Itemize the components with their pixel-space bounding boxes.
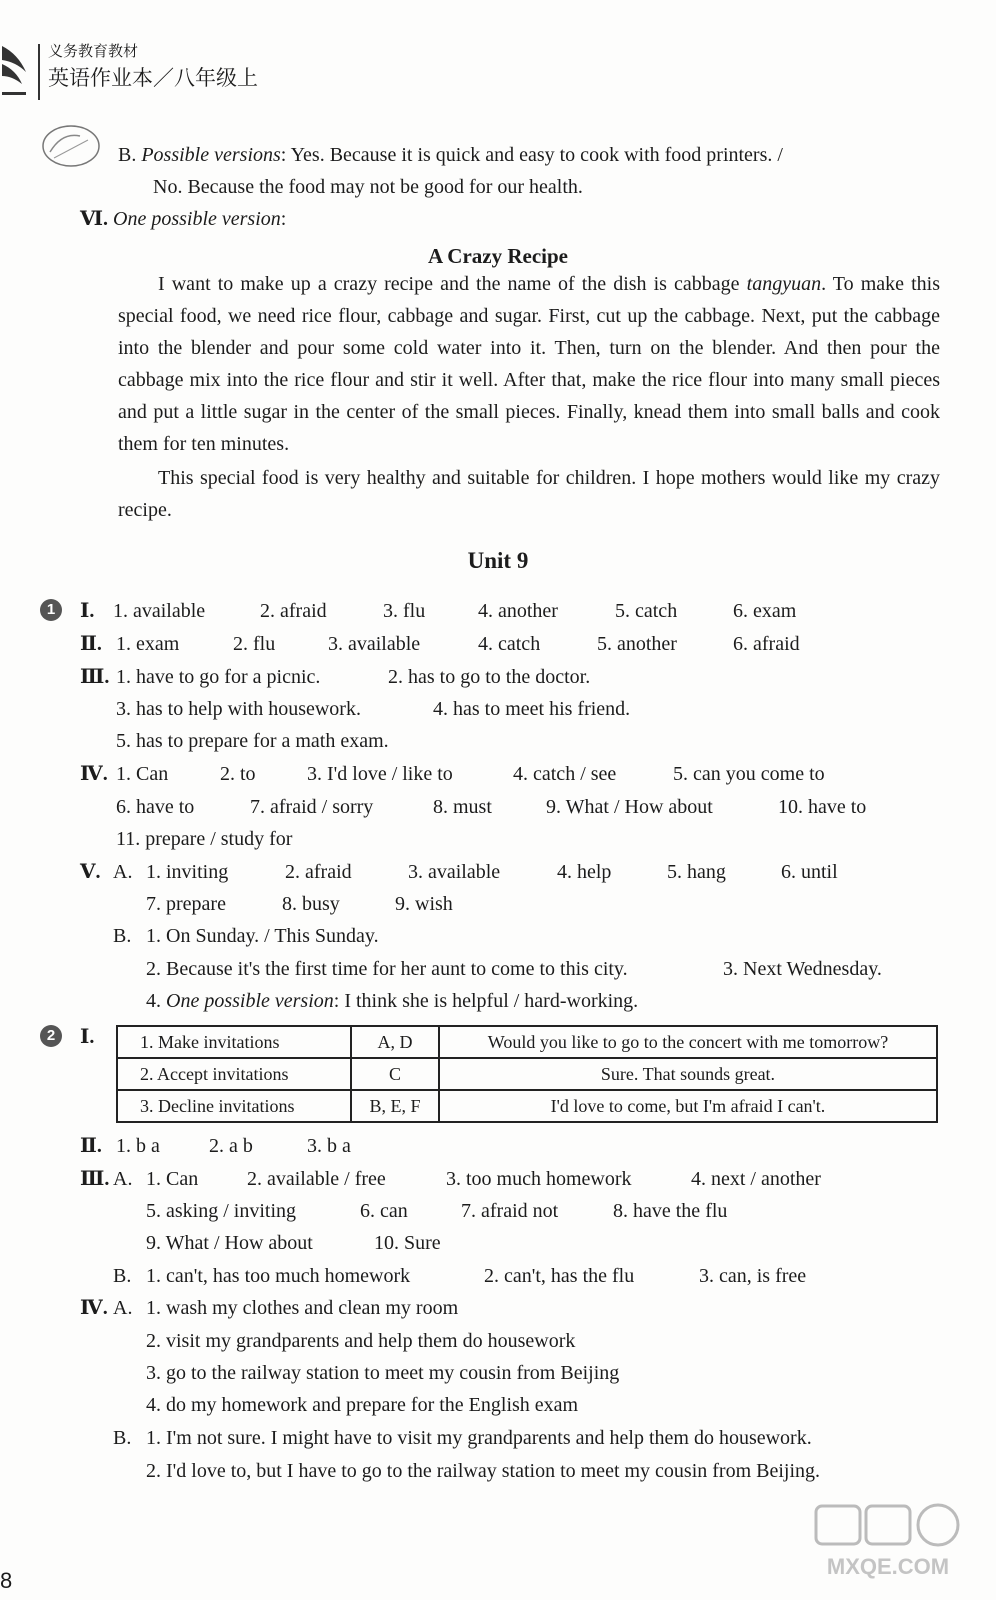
l1-III-item: 4. has to meet his friend. [433,698,631,720]
l1-V-A-item: 3. available [408,861,501,883]
l2-III-A-item: 7. afraid not [461,1200,559,1222]
prev-b-letter: B. [118,144,137,166]
l1-IV-item: 8. must [433,796,492,818]
unit-title: Unit 9 [467,548,529,573]
table-row [117,1058,937,1090]
l1-II-item: 1. exam [116,633,180,655]
section-vi-heading [80,207,286,231]
l2-III-A-item: 6. can [360,1200,408,1222]
l1-V-B-item: 3. Next Wednesday. [723,958,882,980]
prev-b-text1: : Yes. Because it is quick and easy to cook with food printers. / [280,144,783,166]
l1-I-number: Ⅰ. [80,600,95,622]
l1-IV-item: 9. What / How about [546,796,713,818]
l1-IV-item: 6. have to [116,796,195,818]
l2-IV-B-item: 1. I'm not sure. I might have to visit my grandparents and help them do housework. [146,1427,812,1449]
header-divider [38,44,40,100]
l1-V-A-item: 7. prepare [146,893,226,915]
l2-III-A-item: 3. too much homework [446,1168,632,1190]
page-number: 8 [0,1568,13,1593]
l2-IV-A-item: 3. go to the railway station to meet my cousin from Beijing [146,1362,620,1384]
l1-II-item: 4. catch [478,633,541,655]
l1-III-item: 1. have to go for a picnic. [116,666,321,688]
l1-I-item: 1. available [113,600,206,622]
prev-b-line2: No. Because the food may not be good for our health. [153,176,583,198]
table-cell: Sure. That sounds great. [439,1058,937,1090]
l1-V-A-letter: A. [113,861,133,883]
l2-II-item: 2. a b [209,1135,253,1157]
l1-I-item: 6. exam [733,600,797,622]
l1-II-item: 3. available [328,633,421,655]
l2-III-A-item: 4. next / another [691,1168,821,1190]
series-label: 义务教育教材 [48,42,139,60]
l1-IV-item: 5. can you come to [673,763,825,785]
l2-II-item: 1. b a [116,1135,160,1157]
stamp-icon [40,122,102,170]
l2-II-number: Ⅱ. [80,1135,102,1157]
l2-II-item: 3. b a [307,1135,351,1157]
table-cell: 3. Decline invitations [117,1090,351,1122]
l1-II-item: 5. another [597,633,677,655]
prev-b-label: Possible versions [141,144,281,166]
recipe-p1-italic: tangyuan [746,273,822,295]
l1-V-B-4-number: 4. [146,990,161,1012]
l2-III-A-item: 2. available / free [247,1168,386,1190]
table-cell: 1. Make invitations [117,1026,351,1058]
l1-II-item: 6. afraid [733,633,800,655]
l1-V-B-letter: B. [113,925,132,947]
l2-III-B-item: 3. can, is free [699,1265,807,1287]
l1-IV-number: Ⅳ. [80,763,108,785]
l2-III-A-item: 10. Sure [374,1232,441,1254]
l1-IV-item: 2. to [220,763,256,785]
recipe-p1-part2: . To make this special food, we need rice flour, cabbage and sugar. First, cut up the cabbage. Next, put the cabbage into the blender and pour some cold water into it. Then, turn on the blender. And then pour the cabbage mix into the rice flour and stir it well. After that, make the rice flour into many small pieces and put a little sugar in the center of the small pieces. Finally, knead them into small balls and cook them for ten minutes. [118,273,940,455]
l1-I-item: 3. flu [383,600,426,622]
l1-III-item: 2. has to go to the doctor. [388,666,591,688]
l2-III-A-item: 5. asking / inviting [146,1200,296,1222]
table-cell: B, E, F [351,1090,439,1122]
l1-V-A-item: 8. busy [282,893,340,915]
recipe-paragraph-1 [118,268,940,460]
l2-III-number: Ⅲ. [80,1168,110,1190]
l1-IV-item: 11. prepare / study for [116,828,293,850]
l2-IV-B-item: 2. I'd love to, but I have to go to the railway station to meet my cousin from Beijing. [146,1460,821,1482]
watermark-logo-icon [808,1502,968,1582]
l1-V-A-item: 4. help [557,861,612,883]
l2-III-A-letter: A. [113,1168,133,1190]
l2-IV-A-letter: A. [113,1297,133,1319]
table-cell: I'd love to come, but I'm afraid I can't. [439,1090,937,1122]
l2-I-number: Ⅰ. [80,1026,95,1048]
l1-V-B-item-4 [146,989,638,1013]
l1-III-number: Ⅲ. [80,666,110,688]
l2-IV-A-item: 1. wash my clothes and clean my room [146,1297,459,1319]
l1-V-A-item: 5. hang [667,861,726,883]
watermark-text: MXQE.COM [826,1554,950,1579]
lesson-1-marker: 1 [40,599,62,621]
l2-III-A-item: 9. What / How about [146,1232,313,1254]
l2-IV-A-item: 4. do my homework and prepare for the English exam [146,1394,579,1416]
l2-IV-A-item: 2. visit my grandparents and help them do housework [146,1330,576,1352]
prev-b-line1 [118,143,783,167]
table-cell: Would you like to go to the concert with me tomorrow? [439,1026,937,1058]
l1-V-A-item: 6. until [781,861,838,883]
recipe-paragraph-2: This special food is very healthy and suitable for children. I hope mothers would like my crazy recipe. [118,467,940,521]
l1-V-B-4-text: : I think she is helpful / hard-working. [333,990,639,1012]
l2-III-A-item: 8. have the flu [613,1200,728,1222]
l1-I-item: 4. another [478,600,558,622]
l1-V-A-item: 2. afraid [285,861,352,883]
publisher-logo-icon [0,36,30,106]
table-cell: 2. Accept invitations [117,1058,351,1090]
section-vi-colon: : [280,208,287,230]
l2-IV-number: Ⅳ. [80,1297,108,1319]
l1-III-item: 5. has to prepare for a math exam. [116,730,389,752]
l2-III-B-item: 1. can't, has too much homework [146,1265,411,1287]
l2-III-B-item: 2. can't, has the flu [484,1265,635,1287]
recipe-title: A Crazy Recipe [428,244,568,268]
l1-V-A-item: 9. wish [395,893,453,915]
l1-V-B-item: 2. Because it's the first time for her aunt to come to this city. [146,958,628,980]
table-cell: C [351,1058,439,1090]
l1-V-A-item: 1. inviting [146,861,229,883]
l2-III-B-letter: B. [113,1265,132,1287]
invitation-table [116,1025,938,1123]
l1-IV-item: 1. Can [116,763,169,785]
l1-III-item: 3. has to help with housework. [116,698,361,720]
recipe-p1-part1: I want to make up a crazy recipe and the name of the dish is cabbage [158,273,747,295]
l1-II-number: Ⅱ. [80,633,102,655]
l2-III-A-item: 1. Can [146,1168,199,1190]
table-row [117,1090,937,1122]
l1-II-item: 2. flu [233,633,276,655]
l2-IV-B-letter: B. [113,1427,132,1449]
l1-V-B-item: 1. On Sunday. / This Sunday. [146,925,379,947]
section-vi-label: One possible version [113,208,281,230]
table-cell: A, D [351,1026,439,1058]
book-title: 英语作业本／八年级上 [48,66,258,90]
lesson-2-marker: 2 [40,1025,62,1047]
l1-I-item: 5. catch [615,600,678,622]
l1-IV-item: 10. have to [778,796,867,818]
table-row [117,1026,937,1058]
l1-V-B-4-label: One possible version [166,990,334,1012]
l1-IV-item: 3. I'd love / like to [307,763,453,785]
l1-V-number: Ⅴ. [80,861,101,883]
l1-IV-item: 4. catch / see [513,763,617,785]
section-vi-number: Ⅵ. [80,208,108,230]
l1-IV-item: 7. afraid / sorry [250,796,374,818]
l1-I-item: 2. afraid [260,600,327,622]
